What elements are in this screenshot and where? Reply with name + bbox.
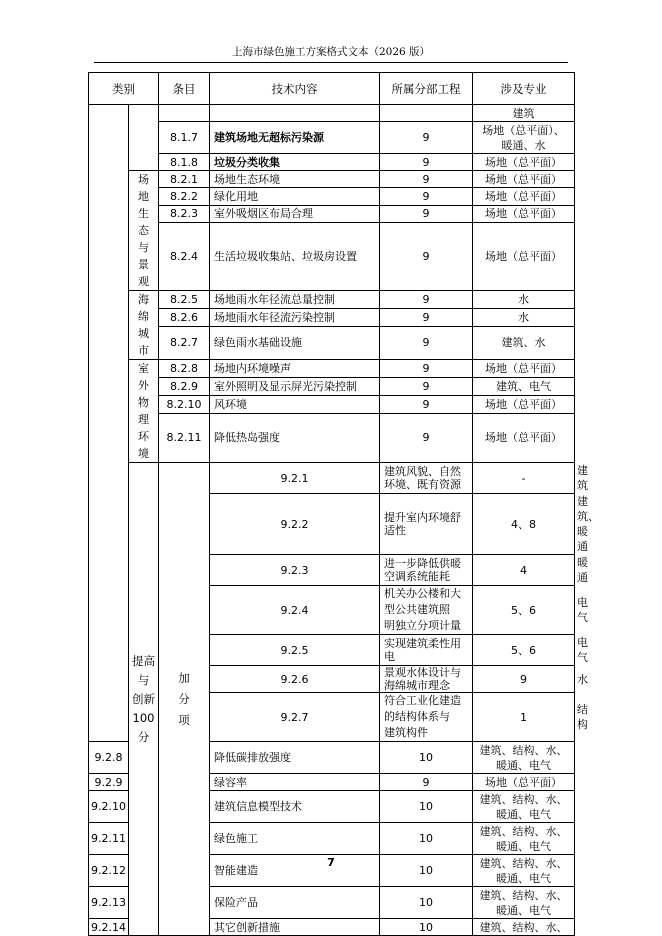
table-row: 9.2.7 符合工业化建造的结构体系与 建筑构件 1 结构 xyxy=(89,693,575,742)
item-majors: 建筑、结构、水、 暖通、电气 xyxy=(473,791,575,823)
item-majors: 水 xyxy=(473,308,575,326)
header-rule xyxy=(94,62,568,63)
item-code: 9.2.4 xyxy=(210,586,380,635)
item-majors: 场地（总平面）、 暖通、水 xyxy=(473,122,575,154)
item-part: 5、6 xyxy=(473,586,575,635)
item-part: 10 xyxy=(380,887,473,919)
table-row xyxy=(89,188,575,205)
header-item: 条目 xyxy=(159,73,210,105)
item-part: 9 xyxy=(380,377,473,395)
item-table xyxy=(88,72,599,936)
item-content: 绿化用地 xyxy=(210,188,380,205)
table-row xyxy=(89,105,575,122)
item-majors: 建筑、结构、水、 暖通、电气 xyxy=(473,887,575,919)
item-part: 10 xyxy=(380,855,473,887)
item-code: 8.2.7 xyxy=(159,326,210,359)
item-content: 景观水体设计与海绵城市理念 xyxy=(380,666,473,693)
table-row xyxy=(89,222,575,290)
item-content: 进一步降低供暖空调系统能耗 xyxy=(380,555,473,586)
item-code: 9.2.8 xyxy=(89,742,129,774)
item-content: 绿色施工 xyxy=(210,823,380,855)
item-content: 绿色雨水基础设施 xyxy=(210,326,380,359)
item-content: 机关办公楼和大型公共建筑照 明独立分项计量 xyxy=(380,586,473,635)
item-code: 9.2.1 xyxy=(210,463,380,494)
item-majors: 场地（总平面） xyxy=(473,188,575,205)
item-content: 场地生态环境 xyxy=(210,171,380,188)
item-part: 9 xyxy=(380,360,473,378)
header-category: 类别 xyxy=(89,73,159,105)
item-content xyxy=(210,105,380,122)
item-code: 8.2.3 xyxy=(159,205,210,222)
item-part: 9 xyxy=(380,291,473,309)
item-part: 10 xyxy=(380,823,473,855)
item-content: 保险产品 xyxy=(210,887,380,919)
item-content: 智能建造 xyxy=(210,855,380,887)
item-part: 10 xyxy=(380,742,473,774)
item-part: 9 xyxy=(380,222,473,290)
item-code: 8.2.11 xyxy=(159,413,210,462)
subcategory-bonus: 加 分 项 xyxy=(159,463,210,936)
item-majors: 建筑、结构、水、 暖通、电气 xyxy=(473,823,575,855)
table-row xyxy=(89,377,575,395)
table-row: 9.2.2 提升室内环境舒适性 4、8 建筑、暖通 xyxy=(89,494,575,555)
item-code: 8.2.2 xyxy=(159,188,210,205)
item-code: 9.2.10 xyxy=(89,791,129,823)
table-row xyxy=(89,122,575,154)
item-part: 9 xyxy=(380,171,473,188)
item-content: 建筑信息模型技术 xyxy=(210,791,380,823)
item-part: 9 xyxy=(473,666,575,693)
item-content: 场地雨水年径流总量控制 xyxy=(210,291,380,309)
item-part: 9 xyxy=(380,188,473,205)
table-row xyxy=(89,205,575,222)
table-row: 9.2.5 实现建筑柔性用电 5、6 电气 xyxy=(89,635,575,666)
item-content: 降低碳排放强度 xyxy=(210,742,380,774)
item-part: 10 xyxy=(380,791,473,823)
item-majors: 场地（总平面） xyxy=(473,413,575,462)
item-majors: 场地（总平面） xyxy=(473,222,575,290)
header-content: 技术内容 xyxy=(210,73,380,105)
header-majors: 涉及专业 xyxy=(473,73,575,105)
item-code: 8.2.5 xyxy=(159,291,210,309)
item-content: 风环境 xyxy=(210,395,380,413)
table-row: 9.2.3 进一步降低供暖空调系统能耗 4 暖通 xyxy=(89,555,575,586)
table-row xyxy=(89,291,575,309)
item-majors: 建筑、结构、水、 暖通、电气 xyxy=(473,742,575,774)
item-code: 8.1.7 xyxy=(159,122,210,154)
table-row: 9.2.4 机关办公楼和大型公共建筑照 明独立分项计量 5、6 电气 xyxy=(89,586,575,635)
item-code: 8.2.4 xyxy=(159,222,210,290)
item-majors: 建筑、水 xyxy=(473,326,575,359)
table-row: 9.2.6 景观水体设计与海绵城市理念 9 水 xyxy=(89,666,575,693)
item-code: 9.2.11 xyxy=(89,823,129,855)
item-code: 9.2.9 xyxy=(89,774,129,791)
item-content: 室外吸烟区布局合理 xyxy=(210,205,380,222)
item-code: 8.2.9 xyxy=(159,377,210,395)
item-part: 10 xyxy=(380,919,473,936)
item-content: 建筑风貌、自然环境、既有资源 xyxy=(380,463,473,494)
item-part: 9 xyxy=(380,774,473,791)
item-majors: 场地（总平面） xyxy=(473,774,575,791)
table-row xyxy=(89,154,575,171)
item-majors: 场地（总平面） xyxy=(473,395,575,413)
category-innovation: 提高 与 创新 100 分 xyxy=(129,463,159,936)
item-part: 4、8 xyxy=(473,494,575,555)
item-code: 9.2.5 xyxy=(210,635,380,666)
item-majors: 建筑、电气 xyxy=(473,377,575,395)
item-code: 8.2.6 xyxy=(159,308,210,326)
item-majors: 场地（总平面） xyxy=(473,154,575,171)
item-part: 9 xyxy=(380,154,473,171)
item-part: 5、6 xyxy=(473,635,575,666)
item-content: 降低热岛强度 xyxy=(210,413,380,462)
item-part: 9 xyxy=(380,326,473,359)
item-part: 4 xyxy=(473,555,575,586)
item-part: 9 xyxy=(380,413,473,462)
item-content: 场地内环境噪声 xyxy=(210,360,380,378)
category-cell-top xyxy=(89,105,129,742)
subcategory-cell-top xyxy=(129,105,159,171)
group-sponge-city: 海 绵 城 市 xyxy=(129,291,159,360)
item-majors: 建筑 xyxy=(473,105,575,122)
page-number: 7 xyxy=(327,856,335,869)
table-header-row xyxy=(89,73,575,105)
table-row xyxy=(89,171,575,188)
item-content: 其它创新措施 xyxy=(210,919,380,936)
document-header-title: 上海市绿色施工方案格式文本（2026 版） xyxy=(231,46,431,58)
item-majors: 场地（总平面） xyxy=(473,205,575,222)
item-content: 生活垃圾收集站、垃圾房设置 xyxy=(210,222,380,290)
item-code: 9.2.6 xyxy=(210,666,380,693)
item-code: 9.2.12 xyxy=(89,855,129,887)
item-majors: 建筑、结构、水、 xyxy=(473,919,575,936)
item-majors: 场地（总平面） xyxy=(473,360,575,378)
table-row xyxy=(89,413,575,462)
table-row xyxy=(89,395,575,413)
item-content: 绿容率 xyxy=(210,774,380,791)
item-content: 室外照明及显示屏光污染控制 xyxy=(210,377,380,395)
item-majors: 建筑、结构、水、 暖通、电气 xyxy=(473,855,575,887)
item-code: 9.2.7 xyxy=(210,693,380,742)
group-site-ecology: 场 地 生 态 与 景 观 xyxy=(129,171,159,291)
item-code: 8.1.8 xyxy=(159,154,210,171)
table-row xyxy=(89,360,575,378)
item-content: 建筑场地无超标污染源 xyxy=(210,122,380,154)
item-code: 9.2.3 xyxy=(210,555,380,586)
table-row xyxy=(89,326,575,359)
item-part: 9 xyxy=(380,395,473,413)
item-code: 8.2.1 xyxy=(159,171,210,188)
item-code xyxy=(159,105,210,122)
table-row xyxy=(89,308,575,326)
item-code: 9.2.14 xyxy=(89,919,129,936)
item-majors: 水 xyxy=(473,291,575,309)
item-content: 实现建筑柔性用电 xyxy=(380,635,473,666)
table-row: 提高 与 创新 100 分 加 分 项 9.2.1 建筑风貌、自然环境、既有资源 - 建筑 xyxy=(89,463,575,494)
item-part: 9 xyxy=(380,308,473,326)
item-content: 垃圾分类收集 xyxy=(210,154,380,171)
group-outdoor-physical: 室 外 物 理 环 境 xyxy=(129,360,159,463)
item-part: - xyxy=(473,463,575,494)
item-content: 符合工业化建造的结构体系与 建筑构件 xyxy=(380,693,473,742)
header-part: 所属分部工程 xyxy=(380,73,473,105)
item-majors: 场地（总平面） xyxy=(473,171,575,188)
item-code: 8.2.8 xyxy=(159,360,210,378)
item-code: 9.2.13 xyxy=(89,887,129,919)
item-content: 提升室内环境舒适性 xyxy=(380,494,473,555)
item-part xyxy=(380,105,473,122)
item-part: 9 xyxy=(380,122,473,154)
item-code: 9.2.2 xyxy=(210,494,380,555)
item-code: 8.2.10 xyxy=(159,395,210,413)
item-part: 1 xyxy=(473,693,575,742)
item-content: 场地雨水年径流污染控制 xyxy=(210,308,380,326)
item-part: 9 xyxy=(380,205,473,222)
